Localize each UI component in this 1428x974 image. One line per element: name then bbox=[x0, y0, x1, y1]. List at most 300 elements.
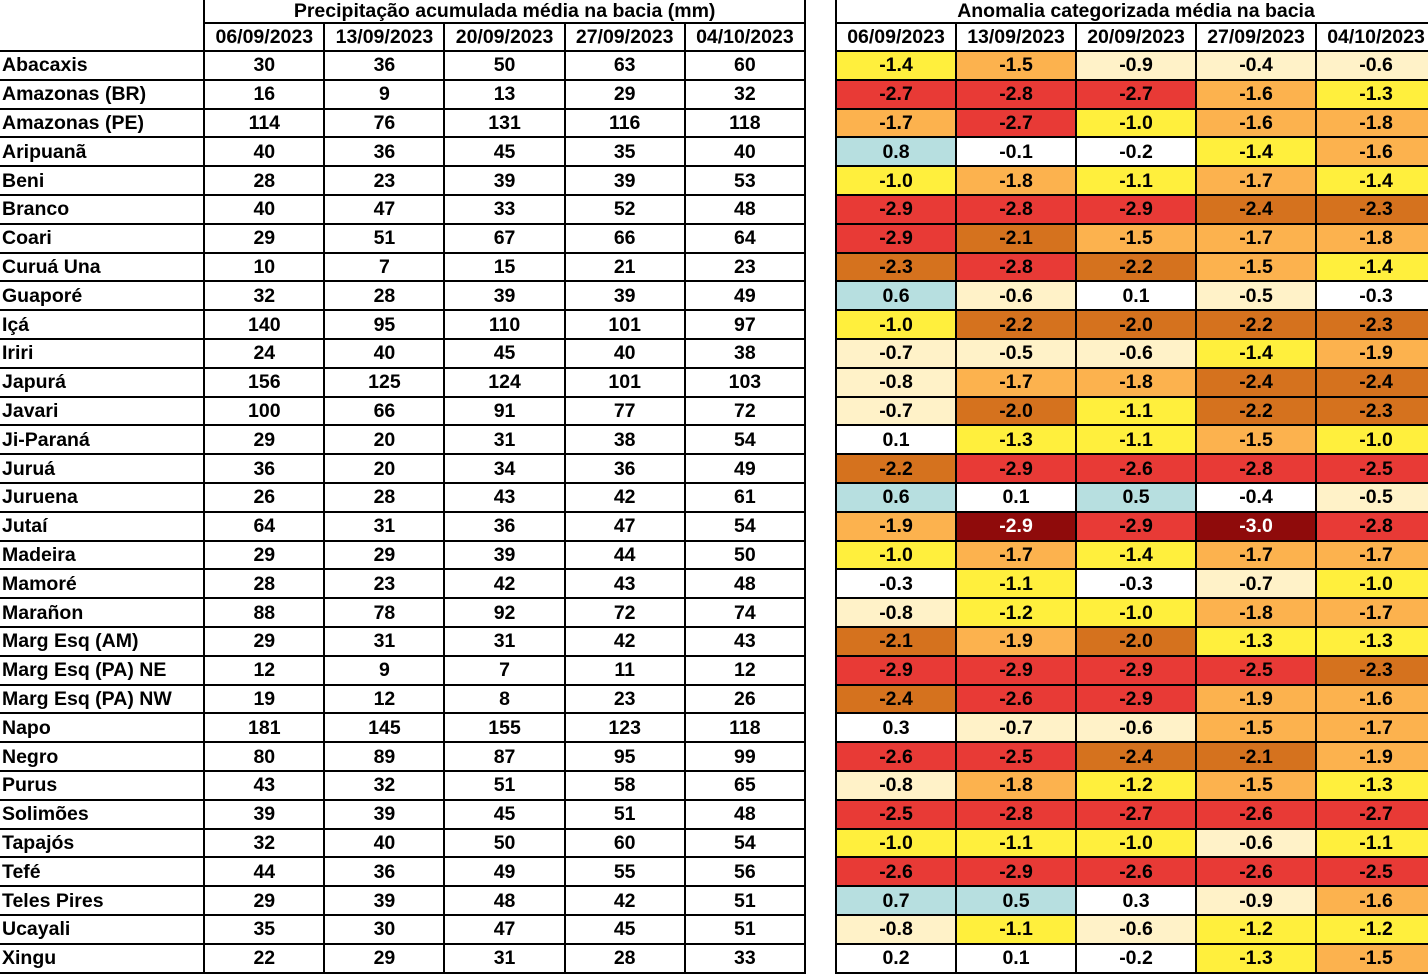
precipitation-value: 51 bbox=[685, 886, 805, 915]
precipitation-value: 35 bbox=[204, 915, 324, 944]
table-row bbox=[836, 886, 1428, 915]
anomaly-value: -2.7 bbox=[1316, 800, 1428, 829]
anomaly-value: -1.8 bbox=[956, 166, 1076, 195]
precipitation-value: 39 bbox=[444, 541, 564, 570]
anomaly-value: -1.7 bbox=[1316, 541, 1428, 570]
precipitation-value: 140 bbox=[204, 310, 324, 339]
anomaly-value: -2.1 bbox=[836, 627, 956, 656]
table-row bbox=[0, 685, 805, 714]
precipitation-value: 64 bbox=[685, 224, 805, 253]
table-row bbox=[836, 454, 1428, 483]
anomaly-value: -2.7 bbox=[836, 80, 956, 109]
precipitation-value: 39 bbox=[444, 166, 564, 195]
anomaly-value: -2.2 bbox=[956, 310, 1076, 339]
table-row bbox=[836, 857, 1428, 886]
precipitation-value: 24 bbox=[204, 339, 324, 368]
anomaly-value: -1.5 bbox=[1196, 425, 1316, 454]
precipitation-value: 54 bbox=[685, 512, 805, 541]
anomaly-value: -2.0 bbox=[956, 397, 1076, 426]
anomaly-value: -1.7 bbox=[956, 541, 1076, 570]
precipitation-value: 45 bbox=[444, 137, 564, 166]
basin-name: Coari bbox=[0, 224, 204, 253]
precipitation-value: 64 bbox=[204, 512, 324, 541]
table-row bbox=[0, 224, 805, 253]
anomaly-value: -0.8 bbox=[836, 915, 956, 944]
anomaly-value: -1.5 bbox=[1196, 771, 1316, 800]
table-row bbox=[836, 512, 1428, 541]
basin-name: Amazonas (PE) bbox=[0, 109, 204, 138]
anomaly-value: 0.1 bbox=[1076, 281, 1196, 310]
precipitation-value: 39 bbox=[565, 281, 685, 310]
table-row bbox=[836, 915, 1428, 944]
anomaly-value: -1.2 bbox=[1076, 771, 1196, 800]
precipitation-value: 155 bbox=[444, 713, 564, 742]
precipitation-value: 29 bbox=[204, 627, 324, 656]
basin-name: Juruena bbox=[0, 483, 204, 512]
anomaly-value: -2.4 bbox=[836, 685, 956, 714]
precipitation-value: 39 bbox=[204, 800, 324, 829]
precipitation-value: 40 bbox=[565, 339, 685, 368]
precipitation-value: 28 bbox=[204, 569, 324, 598]
anomaly-value: -2.9 bbox=[956, 656, 1076, 685]
table-row bbox=[0, 569, 805, 598]
anomaly-value: -1.5 bbox=[956, 51, 1076, 80]
basin-name: Tapajós bbox=[0, 829, 204, 858]
table-row bbox=[836, 253, 1428, 282]
table-row bbox=[0, 80, 805, 109]
precipitation-value: 32 bbox=[685, 80, 805, 109]
table-row bbox=[0, 857, 805, 886]
anomaly-value: -0.6 bbox=[1196, 829, 1316, 858]
anomaly-value: 0.6 bbox=[836, 281, 956, 310]
precipitation-value: 125 bbox=[324, 368, 444, 397]
precipitation-date-header: 06/09/2023 bbox=[204, 23, 324, 51]
basin-name: Iriri bbox=[0, 339, 204, 368]
precipitation-value: 10 bbox=[204, 253, 324, 282]
anomaly-value: 0.5 bbox=[1076, 483, 1196, 512]
anomaly-value: -1.3 bbox=[1196, 944, 1316, 973]
precipitation-value: 89 bbox=[324, 742, 444, 771]
anomaly-value: -0.8 bbox=[836, 771, 956, 800]
table-row bbox=[836, 742, 1428, 771]
anomaly-value: -0.6 bbox=[1076, 713, 1196, 742]
precipitation-value: 36 bbox=[324, 857, 444, 886]
precipitation-value: 20 bbox=[324, 425, 444, 454]
table-row bbox=[836, 368, 1428, 397]
anomaly-value: -0.7 bbox=[1196, 569, 1316, 598]
precipitation-value: 118 bbox=[685, 713, 805, 742]
basin-name: Amazonas (BR) bbox=[0, 80, 204, 109]
precipitation-value: 114 bbox=[204, 109, 324, 138]
anomaly-value: -1.7 bbox=[1196, 224, 1316, 253]
precipitation-value: 15 bbox=[444, 253, 564, 282]
table-row bbox=[836, 80, 1428, 109]
anomaly-value: -0.9 bbox=[1076, 51, 1196, 80]
anomaly-value: -1.2 bbox=[1316, 915, 1428, 944]
precipitation-value: 181 bbox=[204, 713, 324, 742]
anomaly-date-header: 13/09/2023 bbox=[956, 23, 1076, 51]
precipitation-value: 38 bbox=[685, 339, 805, 368]
basin-name: Marg Esq (PA) NW bbox=[0, 685, 204, 714]
precipitation-value: 23 bbox=[324, 569, 444, 598]
anomaly-title: Anomalia categorizada média na bacia bbox=[836, 0, 1428, 23]
anomaly-value: -0.7 bbox=[956, 713, 1076, 742]
precipitation-value: 87 bbox=[444, 742, 564, 771]
precipitation-value: 56 bbox=[685, 857, 805, 886]
precipitation-value: 29 bbox=[324, 944, 444, 973]
precipitation-value: 33 bbox=[444, 195, 564, 224]
precipitation-value: 26 bbox=[204, 483, 324, 512]
precipitation-value: 11 bbox=[565, 656, 685, 685]
precipitation-value: 40 bbox=[204, 137, 324, 166]
anomaly-value: -3.0 bbox=[1196, 512, 1316, 541]
precipitation-value: 77 bbox=[565, 397, 685, 426]
anomaly-value: -1.5 bbox=[1196, 713, 1316, 742]
basin-name: Juruá bbox=[0, 454, 204, 483]
precipitation-value: 13 bbox=[444, 80, 564, 109]
anomaly-value: -1.9 bbox=[1316, 339, 1428, 368]
anomaly-date-header: 06/09/2023 bbox=[836, 23, 956, 51]
table-row bbox=[836, 483, 1428, 512]
anomaly-value: -2.5 bbox=[1316, 857, 1428, 886]
anomaly-value: -1.7 bbox=[836, 109, 956, 138]
precipitation-value: 60 bbox=[565, 829, 685, 858]
anomaly-value: -2.7 bbox=[1076, 80, 1196, 109]
table-row bbox=[0, 281, 805, 310]
anomaly-value: -2.9 bbox=[1076, 685, 1196, 714]
precipitation-value: 36 bbox=[204, 454, 324, 483]
anomaly-value: -1.1 bbox=[956, 915, 1076, 944]
precipitation-value: 52 bbox=[565, 195, 685, 224]
anomaly-value: -1.5 bbox=[1196, 253, 1316, 282]
precipitation-value: 33 bbox=[685, 944, 805, 973]
precipitation-value: 97 bbox=[685, 310, 805, 339]
table-row bbox=[0, 51, 805, 80]
precipitation-value: 100 bbox=[204, 397, 324, 426]
basin-name: Japurá bbox=[0, 368, 204, 397]
table-row bbox=[0, 253, 805, 282]
precipitation-value: 39 bbox=[565, 166, 685, 195]
anomaly-value: -1.5 bbox=[1076, 224, 1196, 253]
anomaly-value: -0.3 bbox=[1076, 569, 1196, 598]
precipitation-value: 54 bbox=[685, 829, 805, 858]
precipitation-value: 145 bbox=[324, 713, 444, 742]
precipitation-value: 53 bbox=[685, 166, 805, 195]
precipitation-value: 20 bbox=[324, 454, 444, 483]
precipitation-value: 95 bbox=[565, 742, 685, 771]
table-row bbox=[0, 800, 805, 829]
precipitation-value: 34 bbox=[444, 454, 564, 483]
anomaly-value: -2.5 bbox=[1196, 656, 1316, 685]
anomaly-value: -0.5 bbox=[956, 339, 1076, 368]
precipitation-value: 35 bbox=[565, 137, 685, 166]
precipitation-value: 7 bbox=[444, 656, 564, 685]
anomaly-value: -1.4 bbox=[1076, 541, 1196, 570]
anomaly-value: -1.1 bbox=[956, 829, 1076, 858]
precipitation-value: 36 bbox=[324, 51, 444, 80]
anomaly-value: -1.2 bbox=[956, 598, 1076, 627]
table-row bbox=[836, 944, 1428, 973]
table-row bbox=[836, 425, 1428, 454]
basin-name: Aripuanã bbox=[0, 137, 204, 166]
anomaly-value: -1.2 bbox=[1196, 915, 1316, 944]
precipitation-date-header: 13/09/2023 bbox=[324, 23, 444, 51]
precipitation-value: 51 bbox=[444, 771, 564, 800]
anomaly-value: -1.6 bbox=[1316, 137, 1428, 166]
anomaly-date-header: 04/10/2023 bbox=[1316, 23, 1428, 51]
anomaly-value: 0.2 bbox=[836, 944, 956, 973]
anomaly-value: -2.3 bbox=[1316, 195, 1428, 224]
anomaly-value: -1.8 bbox=[1316, 224, 1428, 253]
precipitation-value: 48 bbox=[685, 800, 805, 829]
precipitation-value: 44 bbox=[204, 857, 324, 886]
precipitation-value: 40 bbox=[685, 137, 805, 166]
basin-name: Teles Pires bbox=[0, 886, 204, 915]
precipitation-value: 29 bbox=[204, 886, 324, 915]
table-row bbox=[0, 425, 805, 454]
anomaly-value: -2.9 bbox=[956, 857, 1076, 886]
anomaly-value: -2.7 bbox=[1076, 800, 1196, 829]
precipitation-value: 29 bbox=[204, 224, 324, 253]
anomaly-value: -0.6 bbox=[1076, 915, 1196, 944]
table-row bbox=[836, 685, 1428, 714]
anomaly-value: -1.8 bbox=[956, 771, 1076, 800]
precipitation-value: 38 bbox=[565, 425, 685, 454]
basin-name: Jutaí bbox=[0, 512, 204, 541]
precipitation-value: 21 bbox=[565, 253, 685, 282]
precipitation-value: 50 bbox=[444, 829, 564, 858]
anomaly-value: -1.6 bbox=[1196, 80, 1316, 109]
anomaly-value: 0.6 bbox=[836, 483, 956, 512]
anomaly-value: 0.3 bbox=[836, 713, 956, 742]
anomaly-value: -2.3 bbox=[1316, 656, 1428, 685]
table-row bbox=[0, 944, 805, 973]
anomaly-value: -2.6 bbox=[956, 685, 1076, 714]
anomaly-value: -0.7 bbox=[836, 339, 956, 368]
table-row bbox=[836, 569, 1428, 598]
precipitation-value: 51 bbox=[685, 915, 805, 944]
anomaly-value: -2.2 bbox=[836, 454, 956, 483]
precipitation-value: 36 bbox=[324, 137, 444, 166]
table-row bbox=[0, 195, 805, 224]
anomaly-value: -2.9 bbox=[1076, 512, 1196, 541]
anomaly-value: -1.1 bbox=[1076, 166, 1196, 195]
table-row bbox=[836, 137, 1428, 166]
precipitation-title: Precipitação acumulada média na bacia (mm) bbox=[204, 0, 805, 23]
precipitation-value: 49 bbox=[444, 857, 564, 886]
precipitation-value: 39 bbox=[324, 886, 444, 915]
precipitation-value: 39 bbox=[444, 281, 564, 310]
anomaly-value: -1.0 bbox=[836, 166, 956, 195]
precipitation-value: 23 bbox=[324, 166, 444, 195]
table-row bbox=[836, 713, 1428, 742]
anomaly-value: -0.2 bbox=[1076, 944, 1196, 973]
table-row bbox=[836, 51, 1428, 80]
precipitation-value: 74 bbox=[685, 598, 805, 627]
anomaly-value: -2.9 bbox=[836, 195, 956, 224]
precipitation-value: 16 bbox=[204, 80, 324, 109]
precipitation-value: 156 bbox=[204, 368, 324, 397]
anomaly-value: -2.9 bbox=[836, 656, 956, 685]
anomaly-value: 0.1 bbox=[836, 425, 956, 454]
precipitation-value: 36 bbox=[444, 512, 564, 541]
anomaly-value: -1.3 bbox=[1316, 80, 1428, 109]
anomaly-value: -1.7 bbox=[956, 368, 1076, 397]
anomaly-value: -0.6 bbox=[956, 281, 1076, 310]
precipitation-value: 28 bbox=[324, 281, 444, 310]
table-row bbox=[836, 224, 1428, 253]
anomaly-value: -2.6 bbox=[1196, 857, 1316, 886]
basin-name: Negro bbox=[0, 742, 204, 771]
precipitation-date-header: 20/09/2023 bbox=[444, 23, 564, 51]
anomaly-value: -2.9 bbox=[1076, 195, 1196, 224]
precipitation-value: 43 bbox=[685, 627, 805, 656]
anomaly-value: -2.3 bbox=[1316, 310, 1428, 339]
anomaly-value: -1.7 bbox=[1196, 541, 1316, 570]
anomaly-value: -2.0 bbox=[1076, 310, 1196, 339]
table-row bbox=[836, 800, 1428, 829]
anomaly-value: 0.3 bbox=[1076, 886, 1196, 915]
table-row bbox=[0, 915, 805, 944]
basin-name: Beni bbox=[0, 166, 204, 195]
precipitation-value: 48 bbox=[685, 195, 805, 224]
anomaly-value: -1.9 bbox=[1196, 685, 1316, 714]
precipitation-value: 60 bbox=[685, 51, 805, 80]
precipitation-value: 8 bbox=[444, 685, 564, 714]
anomaly-value: -2.2 bbox=[1196, 310, 1316, 339]
table-row bbox=[836, 339, 1428, 368]
anomaly-value: -1.0 bbox=[836, 541, 956, 570]
basin-name: Guaporé bbox=[0, 281, 204, 310]
anomaly-value: -0.5 bbox=[1196, 281, 1316, 310]
table-row bbox=[0, 109, 805, 138]
table-row bbox=[0, 886, 805, 915]
basin-name: Marg Esq (AM) bbox=[0, 627, 204, 656]
anomaly-value: -1.1 bbox=[956, 569, 1076, 598]
anomaly-value: 0.8 bbox=[836, 137, 956, 166]
table-row bbox=[836, 195, 1428, 224]
table-row bbox=[836, 829, 1428, 858]
anomaly-value: -1.6 bbox=[1196, 109, 1316, 138]
table-row bbox=[0, 137, 805, 166]
anomaly-value: -1.0 bbox=[836, 310, 956, 339]
anomaly-value: -1.9 bbox=[1316, 742, 1428, 771]
precipitation-value: 51 bbox=[324, 224, 444, 253]
precipitation-value: 28 bbox=[204, 166, 324, 195]
precipitation-value: 72 bbox=[685, 397, 805, 426]
table-row bbox=[0, 627, 805, 656]
precipitation-value: 103 bbox=[685, 368, 805, 397]
anomaly-value: -0.7 bbox=[836, 397, 956, 426]
precipitation-value: 31 bbox=[444, 425, 564, 454]
precipitation-value: 32 bbox=[204, 829, 324, 858]
precipitation-value: 29 bbox=[324, 541, 444, 570]
anomaly-value: -2.8 bbox=[1316, 512, 1428, 541]
precipitation-value: 55 bbox=[565, 857, 685, 886]
anomaly-value: -1.7 bbox=[1316, 598, 1428, 627]
anomaly-value: -1.0 bbox=[1076, 598, 1196, 627]
table-row bbox=[836, 598, 1428, 627]
precipitation-value: 99 bbox=[685, 742, 805, 771]
anomaly-value: -0.4 bbox=[1196, 51, 1316, 80]
anomaly-value: -2.9 bbox=[836, 224, 956, 253]
precipitation-value: 50 bbox=[685, 541, 805, 570]
anomaly-value: -1.8 bbox=[1076, 368, 1196, 397]
precipitation-value: 31 bbox=[324, 627, 444, 656]
anomaly-value: -0.3 bbox=[836, 569, 956, 598]
basin-name: Ucayali bbox=[0, 915, 204, 944]
precipitation-value: 39 bbox=[324, 800, 444, 829]
precipitation-value: 44 bbox=[565, 541, 685, 570]
anomaly-value: -1.4 bbox=[1316, 166, 1428, 195]
precipitation-value: 61 bbox=[685, 483, 805, 512]
anomaly-value: -2.5 bbox=[956, 742, 1076, 771]
anomaly-value: -2.5 bbox=[836, 800, 956, 829]
table-row bbox=[0, 541, 805, 570]
anomaly-value: -2.3 bbox=[1316, 397, 1428, 426]
anomaly-value: -2.1 bbox=[1196, 742, 1316, 771]
precipitation-value: 23 bbox=[685, 253, 805, 282]
precipitation-value: 32 bbox=[324, 771, 444, 800]
precipitation-value: 32 bbox=[204, 281, 324, 310]
precipitation-value: 43 bbox=[565, 569, 685, 598]
basin-name: Solimões bbox=[0, 800, 204, 829]
basin-name: Tefé bbox=[0, 857, 204, 886]
basin-name: Içá bbox=[0, 310, 204, 339]
precipitation-value: 92 bbox=[444, 598, 564, 627]
precipitation-value: 47 bbox=[444, 915, 564, 944]
anomaly-value: -2.8 bbox=[956, 195, 1076, 224]
anomaly-value: -2.9 bbox=[956, 454, 1076, 483]
precipitation-value: 48 bbox=[685, 569, 805, 598]
precipitation-value: 47 bbox=[324, 195, 444, 224]
precipitation-value: 40 bbox=[204, 195, 324, 224]
anomaly-value: -1.5 bbox=[1316, 944, 1428, 973]
basin-name: Abacaxis bbox=[0, 51, 204, 80]
precipitation-value: 12 bbox=[685, 656, 805, 685]
anomaly-value: -2.8 bbox=[956, 80, 1076, 109]
table-row bbox=[836, 310, 1428, 339]
precipitation-value: 124 bbox=[444, 368, 564, 397]
anomaly-value: -0.9 bbox=[1196, 886, 1316, 915]
table-row bbox=[836, 656, 1428, 685]
basin-name: Ji-Paraná bbox=[0, 425, 204, 454]
precipitation-value: 131 bbox=[444, 109, 564, 138]
corner-blank bbox=[0, 0, 204, 23]
precipitation-value: 29 bbox=[204, 541, 324, 570]
precipitation-value: 51 bbox=[565, 800, 685, 829]
anomaly-value: -2.6 bbox=[1196, 800, 1316, 829]
table-row bbox=[0, 742, 805, 771]
precipitation-value: 36 bbox=[565, 454, 685, 483]
table-row bbox=[836, 627, 1428, 656]
anomaly-value: -0.8 bbox=[836, 368, 956, 397]
anomaly-value: -2.4 bbox=[1076, 742, 1196, 771]
table-row bbox=[836, 397, 1428, 426]
precipitation-value: 42 bbox=[565, 886, 685, 915]
precipitation-value: 45 bbox=[444, 339, 564, 368]
anomaly-value: -1.1 bbox=[1076, 425, 1196, 454]
precipitation-value: 101 bbox=[565, 310, 685, 339]
table-row bbox=[0, 310, 805, 339]
precipitation-value: 45 bbox=[444, 800, 564, 829]
anomaly-value: -2.2 bbox=[1196, 397, 1316, 426]
precipitation-value: 12 bbox=[204, 656, 324, 685]
precipitation-value: 54 bbox=[685, 425, 805, 454]
precipitation-value: 42 bbox=[444, 569, 564, 598]
precipitation-value: 42 bbox=[565, 483, 685, 512]
precipitation-value: 31 bbox=[444, 944, 564, 973]
